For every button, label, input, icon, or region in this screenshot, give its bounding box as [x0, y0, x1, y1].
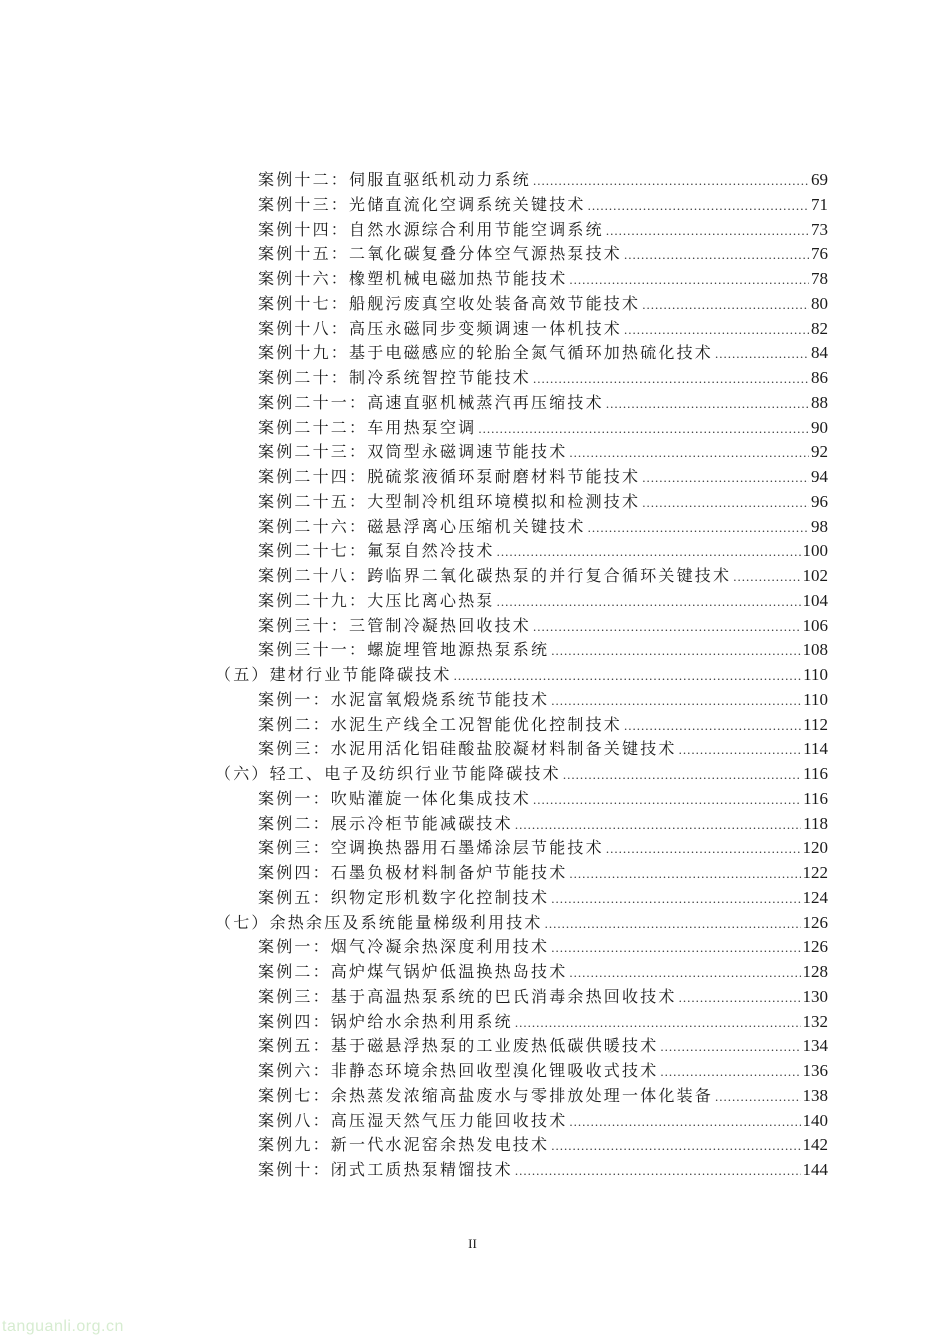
- toc-entry-page: 118: [803, 813, 828, 833]
- toc-entry-page: 124: [802, 887, 828, 907]
- toc-entry-page: 130: [802, 986, 828, 1006]
- toc-entry-title: 案例五：基于磁悬浮热泵的工业废热低碳供暖技术: [258, 1036, 659, 1056]
- toc-section-entry[interactable]: [215, 762, 828, 787]
- dot-leader: [715, 342, 809, 367]
- toc-entry-page: 98: [811, 516, 828, 536]
- dot-leader: [642, 293, 809, 318]
- dot-leader: [533, 169, 809, 194]
- toc-entry-title: 案例二十二：车用热泵空调: [258, 417, 477, 437]
- toc-case-entry[interactable]: [215, 267, 828, 292]
- toc-entry-page: 114: [803, 739, 828, 759]
- toc-entry-page: 106: [802, 615, 828, 635]
- dot-leader: [624, 318, 809, 343]
- toc-entry-page: 136: [802, 1061, 828, 1080]
- toc-entry-title: 案例二十七：氟泵自然冷技术: [258, 541, 495, 561]
- toc-entry-title: 案例一：水泥富氧煅烧系统节能技术: [258, 689, 550, 709]
- toc-case-entry[interactable]: [215, 713, 828, 738]
- toc-entry-title: 案例一：吹贴灌旋一体化集成技术: [258, 788, 532, 808]
- toc-entry-page: 100: [802, 541, 828, 561]
- toc-entry-page: 96: [811, 491, 828, 511]
- dot-leader: [642, 466, 809, 491]
- toc-entry-title: （五）建材行业节能降碳技术: [215, 665, 452, 684]
- dot-leader: [551, 689, 801, 714]
- toc-case-entry[interactable]: [215, 614, 828, 639]
- toc-entry-page: 94: [811, 467, 828, 486]
- toc-case-entry[interactable]: [215, 861, 828, 886]
- toc-entry-page: 90: [811, 417, 828, 437]
- toc-case-entry[interactable]: [215, 836, 828, 861]
- dot-leader: [679, 986, 801, 1011]
- dot-leader: [533, 367, 809, 392]
- dot-leader: [569, 862, 800, 887]
- dot-leader: [497, 540, 801, 565]
- toc-entry-page: 120: [802, 838, 828, 858]
- toc-entry-title: 案例十七：船舰污废真空收处装备高效节能技术: [258, 293, 641, 313]
- toc-case-entry[interactable]: [215, 1109, 828, 1134]
- watermark: tanguanli.org.cn: [2, 1318, 124, 1335]
- toc-entry-title: 案例十：闭式工质热泵精馏技术: [258, 1160, 513, 1179]
- toc-entry-page: 112: [803, 714, 828, 734]
- dot-leader: [679, 738, 802, 763]
- toc-entry-page: 108: [802, 640, 828, 660]
- toc-entry-page: 144: [802, 1160, 828, 1179]
- dot-leader: [497, 590, 801, 615]
- toc-entry-page: 76: [811, 244, 828, 264]
- toc-entry-page: 134: [802, 1036, 828, 1056]
- toc-case-entry[interactable]: [215, 391, 828, 416]
- toc-case-entry[interactable]: [215, 638, 828, 663]
- dot-leader: [588, 516, 809, 541]
- dot-leader: [551, 1134, 800, 1159]
- toc-entry-title: 案例一：烟气冷凝余热深度利用技术: [258, 937, 550, 957]
- dot-leader: [478, 417, 809, 442]
- dot-leader: [551, 639, 800, 664]
- toc-entry-page: 86: [811, 368, 828, 387]
- toc-case-entry[interactable]: [215, 812, 828, 837]
- toc-entry-title: （六）轻工、电子及纺织行业节能降碳技术: [215, 764, 561, 783]
- toc-case-entry[interactable]: [215, 1010, 828, 1035]
- dot-leader: [660, 1060, 800, 1085]
- toc-entry-page: 71: [811, 194, 828, 214]
- toc-entry-title: 案例四：石墨负极材料制备炉节能技术: [258, 863, 568, 882]
- toc-case-entry[interactable]: [215, 1059, 828, 1084]
- toc-entry-title: 案例十二：伺服直驱纸机动力系统: [258, 170, 532, 189]
- toc-case-entry[interactable]: [215, 515, 828, 540]
- toc-case-entry[interactable]: [215, 218, 828, 243]
- toc-entry-title: 案例三：空调换热器用石墨烯涂层节能技术: [258, 838, 604, 858]
- dot-leader: [533, 615, 800, 640]
- toc-case-entry[interactable]: [215, 440, 828, 465]
- dot-leader: [454, 664, 802, 689]
- toc-entry-page: 92: [811, 442, 828, 462]
- toc-entry-title: 案例二十五：大型制冷机组环境模拟和检测技术: [258, 491, 641, 511]
- dot-leader: [588, 194, 809, 219]
- dot-leader: [569, 441, 809, 466]
- toc-case-entry[interactable]: [215, 564, 828, 589]
- dot-leader: [733, 565, 800, 590]
- toc-case-entry[interactable]: [215, 539, 828, 564]
- toc-entry-page: 116: [803, 764, 828, 783]
- toc-case-entry[interactable]: [215, 1133, 828, 1158]
- dot-leader: [624, 243, 809, 268]
- toc-case-entry[interactable]: [215, 193, 828, 218]
- dot-leader: [606, 837, 801, 862]
- toc-case-entry[interactable]: [215, 1158, 828, 1183]
- dot-leader: [569, 268, 809, 293]
- toc-case-entry[interactable]: [215, 960, 828, 985]
- toc-entry-title: 案例三：基于高温热泵系统的巴氏消毒余热回收技术: [258, 986, 677, 1006]
- dot-leader: [515, 813, 801, 838]
- table-of-contents: [215, 168, 828, 1183]
- toc-entry-page: 88: [811, 392, 828, 412]
- toc-entry-title: 案例二：展示冷柜节能减碳技术: [258, 813, 513, 833]
- toc-entry-page: 116: [803, 788, 828, 808]
- toc-entry-title: 案例三：水泥用活化铝硅酸盐胶凝材料制备关键技术: [258, 739, 677, 759]
- toc-case-entry[interactable]: [215, 168, 828, 193]
- toc-entry-page: 104: [802, 590, 828, 610]
- dot-leader: [660, 1035, 800, 1060]
- toc-entry-page: 84: [811, 343, 828, 363]
- toc-case-entry[interactable]: [215, 737, 828, 762]
- toc-entry-title: 案例十八：高压永磁同步变频调速一体机技术: [258, 318, 623, 338]
- toc-entry-title: 案例十三：光储直流化空调系统关键技术: [258, 194, 586, 214]
- toc-entry-page: 126: [802, 937, 828, 957]
- toc-entry-title: 案例六：非静态环境余热回收型溴化锂吸收式技术: [258, 1061, 659, 1080]
- toc-entry-page: 128: [802, 962, 828, 981]
- toc-entry-page: 80: [811, 293, 828, 313]
- toc-entry-page: 142: [802, 1135, 828, 1155]
- toc-case-entry[interactable]: [215, 688, 828, 713]
- toc-case-entry[interactable]: [215, 465, 828, 490]
- toc-case-entry[interactable]: [215, 341, 828, 366]
- toc-case-entry[interactable]: [215, 935, 828, 960]
- toc-entry-page: 110: [803, 665, 828, 684]
- dot-leader: [515, 1159, 801, 1184]
- dot-leader: [563, 763, 801, 788]
- toc-entry-page: 126: [802, 912, 828, 932]
- toc-case-entry[interactable]: [215, 589, 828, 614]
- toc-entry-title: 案例二十六：磁悬浮离心压缩机关键技术: [258, 516, 586, 536]
- toc-case-entry[interactable]: [215, 366, 828, 391]
- toc-entry-title: 案例二十八：跨临界二氧化碳热泵的并行复合循环关键技术: [258, 566, 732, 585]
- toc-case-entry[interactable]: [215, 886, 828, 911]
- toc-case-entry[interactable]: [215, 317, 828, 342]
- toc-entry-title: （七）余热余压及系统能量梯级利用技术: [215, 912, 543, 932]
- toc-case-entry[interactable]: [215, 292, 828, 317]
- toc-case-entry[interactable]: [215, 242, 828, 267]
- toc-entry-title: 案例五：织物定形机数字化控制技术: [258, 887, 550, 907]
- toc-entry-title: 案例八：高压湿天然气压力能回收技术: [258, 1110, 568, 1130]
- dot-leader: [624, 714, 801, 739]
- toc-entry-page: 140: [802, 1110, 828, 1130]
- dot-leader: [551, 887, 800, 912]
- dot-leader: [606, 392, 809, 417]
- toc-case-entry[interactable]: [215, 985, 828, 1010]
- dot-leader: [606, 219, 809, 244]
- toc-entry-page: 69: [811, 170, 828, 189]
- toc-entry-page: 132: [802, 1011, 828, 1031]
- toc-entry-page: 78: [811, 269, 828, 288]
- toc-entry-title: 案例二十一：高速直驱机械蒸汽再压缩技术: [258, 392, 604, 412]
- toc-entry-title: 案例十六：橡塑机械电磁加热节能技术: [258, 269, 568, 288]
- dot-leader: [642, 491, 809, 516]
- toc-entry-title: 案例二：水泥生产线全工况智能优化控制技术: [258, 714, 623, 734]
- dot-leader: [515, 1011, 801, 1036]
- toc-case-entry[interactable]: [215, 1084, 828, 1109]
- toc-case-entry[interactable]: [215, 787, 828, 812]
- toc-entry-title: 案例二：高炉煤气锅炉低温换热岛技术: [258, 962, 568, 981]
- toc-section-entry[interactable]: [215, 911, 828, 936]
- toc-entry-title: 案例十九：基于电磁感应的轮胎全氮气循环加热硫化技术: [258, 343, 714, 363]
- toc-entry-title: 案例二十四：脱硫浆液循环泵耐磨材料节能技术: [258, 467, 641, 486]
- toc-case-entry[interactable]: [215, 490, 828, 515]
- toc-entry-page: 122: [802, 863, 828, 882]
- toc-entry-page: 138: [802, 1085, 828, 1105]
- toc-entry-page: 73: [811, 219, 828, 239]
- toc-entry-page: 110: [803, 689, 828, 709]
- toc-case-entry[interactable]: [215, 416, 828, 441]
- toc-entry-title: 案例十五：二氧化碳复叠分体空气源热泵技术: [258, 244, 623, 264]
- toc-entry-title: 案例九：新一代水泥窑余热发电技术: [258, 1135, 550, 1155]
- toc-entry-page: 82: [811, 318, 828, 338]
- toc-entry-title: 案例十四：自然水源综合利用节能空调系统: [258, 219, 604, 239]
- toc-case-entry[interactable]: [215, 1034, 828, 1059]
- dot-leader: [545, 912, 801, 937]
- page-number: II: [468, 1236, 477, 1251]
- toc-entry-title: 案例二十三：双筒型永磁调速节能技术: [258, 442, 568, 462]
- dot-leader: [715, 1085, 800, 1110]
- toc-entry-title: 案例七：余热蒸发浓缩高盐废水与零排放处理一体化装备: [258, 1085, 714, 1105]
- dot-leader: [569, 1110, 800, 1135]
- dot-leader: [569, 961, 800, 986]
- toc-entry-title: 案例四：锅炉给水余热利用系统: [258, 1011, 513, 1031]
- toc-entry-title: 案例三十：三管制冷凝热回收技术: [258, 615, 532, 635]
- toc-entry-title: 案例二十：制冷系统智控节能技术: [258, 368, 532, 387]
- toc-entry-title: 案例二十九：大压比离心热泵: [258, 590, 495, 610]
- dot-leader: [533, 788, 801, 813]
- toc-entry-page: 102: [802, 566, 828, 585]
- toc-entry-title: 案例三十一：螺旋埋管地源热泵系统: [258, 640, 550, 660]
- toc-section-entry[interactable]: [215, 663, 828, 688]
- dot-leader: [551, 936, 800, 961]
